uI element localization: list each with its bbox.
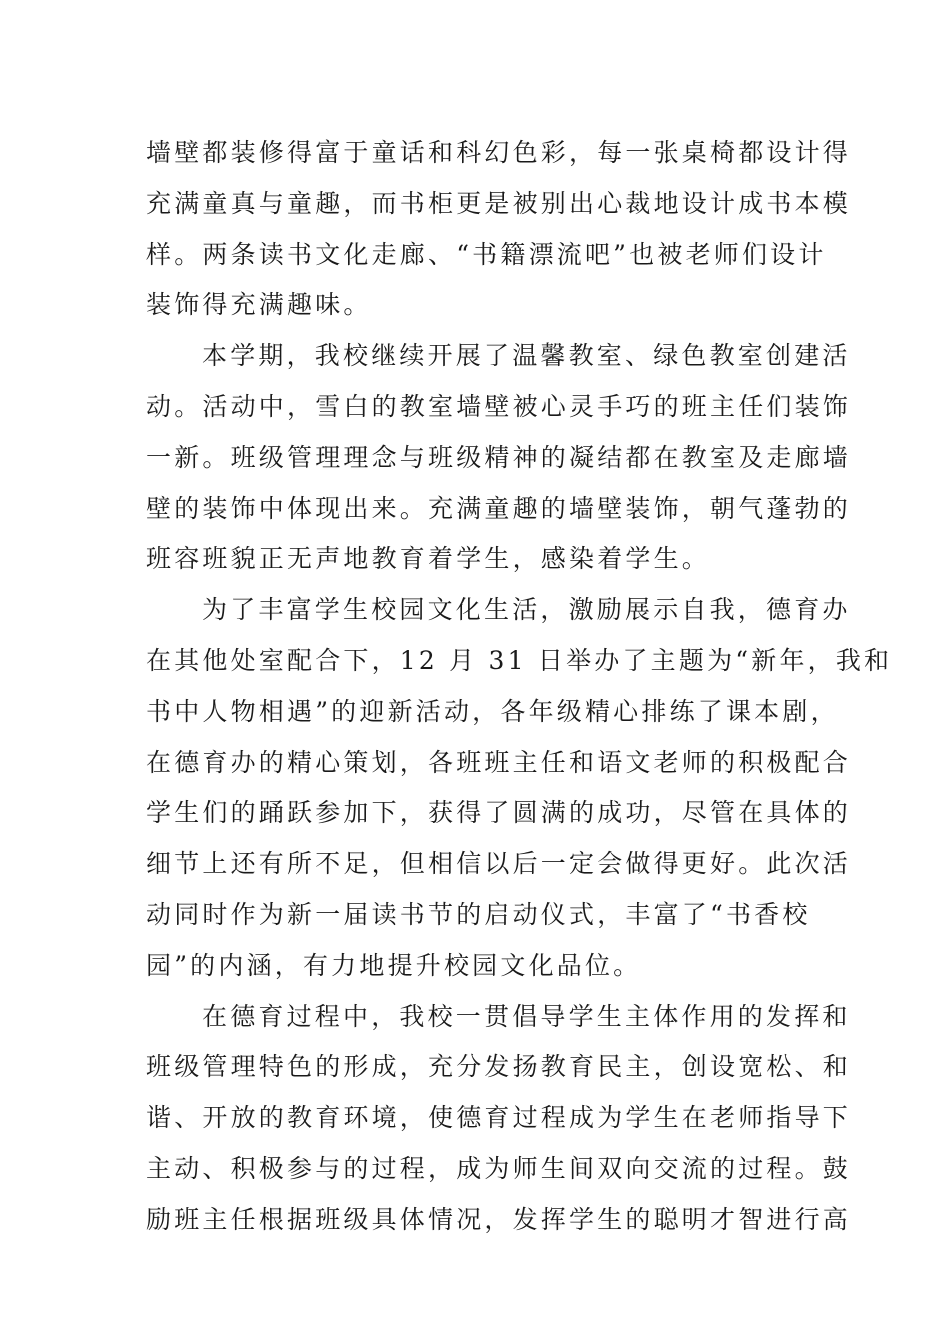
paragraph-4 [146,992,852,1246]
text-line: 主动、积极参与的过程，成为师生间双向交流的过程。鼓 [146,1153,852,1183]
text-line: 细节上还有所不足，但相信以后一定会做得更好。此次活 [146,849,852,879]
text-line: 装饰得充满趣味。 [146,290,372,320]
text-line: 励班主任根据班级具体情况，发挥学生的聪明才智进行高 [146,1204,852,1234]
text-line: 班级管理特色的形成，充分发扬教育民主，创设宽松、和 [146,1052,852,1082]
text-line: 书中人物相遇”的迎新活动，各年级精心排练了课本剧， [146,696,839,726]
paragraph-2 [146,331,852,585]
text-line: 班容班貌正无声地教育着学生，感染着学生。 [146,544,711,574]
text-line: 动。活动中，雪白的教室墙壁被心灵手巧的班主任们装饰 [146,391,852,421]
text-line: 充满童真与童趣，而书柜更是被别出心裁地设计成书本模 [146,188,852,218]
text-line: 样。两条读书文化走廊、“书籍漂流吧”也被老师们设计 [146,239,827,269]
text-line: 园”的内涵，有力地提升校园文化品位。 [146,950,642,980]
text-line: 在其他处室配合下，12 月 31 日举办了主题为“新年，我和 [146,645,893,675]
document-body [146,128,893,1246]
text-line: 壁的装饰中体现出来。充满童趣的墙壁装饰，朝气蓬勃的 [146,493,852,523]
paragraph-1 [146,128,852,331]
text-line: 在德育过程中，我校一贯倡导学生主体作用的发挥和 [202,1001,851,1031]
text-line: 墙壁都装修得富于童话和科幻色彩，每一张桌椅都设计得 [146,138,852,167]
text-line: 动同时作为新一届读书节的启动仪式，丰富了“书香校 [146,899,811,929]
text-line: 为了丰富学生校园文化生活，激励展示自我，德育办 [202,595,851,625]
text-line: 一新。班级管理理念与班级精神的凝结都在教室及走廊墙 [146,442,852,472]
text-line: 本学期，我校继续开展了温馨教室、绿色教室创建活 [202,341,851,371]
text-line: 谐、开放的教育环境，使德育过程成为学生在老师指导下 [146,1103,852,1133]
paragraph-3 [146,585,893,991]
text-line: 在德育办的精心策划，各班班主任和语文老师的积极配合 [146,747,852,777]
text-line: 学生们的踊跃参加下，获得了圆满的成功，尽管在具体的 [146,798,852,828]
